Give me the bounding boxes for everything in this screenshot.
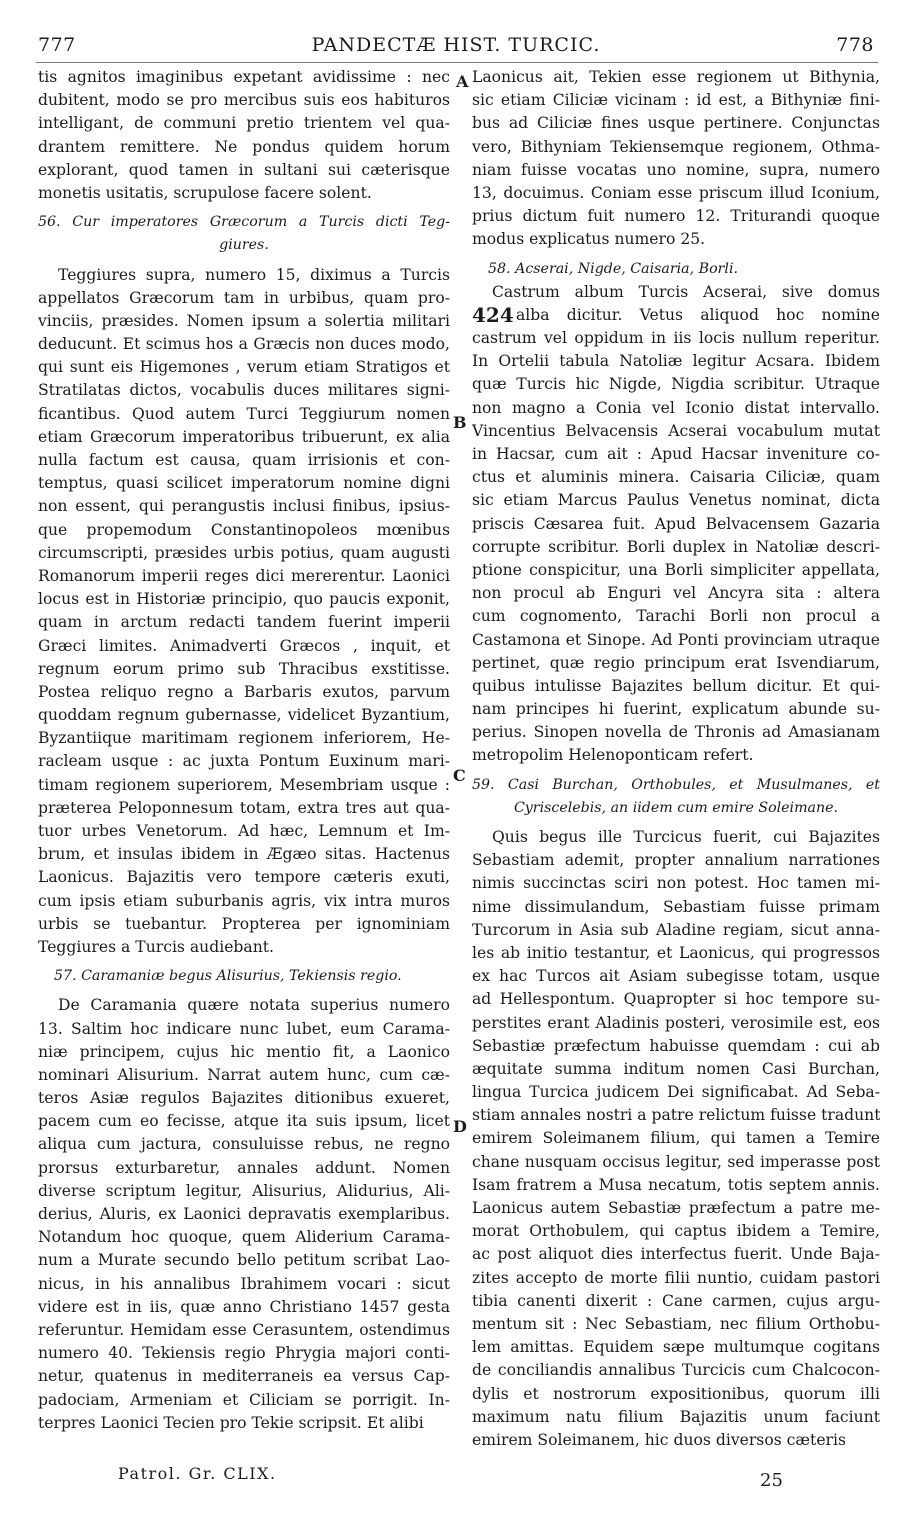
section-56-line: circumscripti, præsides urbis potius, quam augusti — [38, 543, 450, 562]
left-block-intro — [38, 66, 450, 205]
section-56-line: quam in arctum redacti tandem fuerint imperii — [38, 613, 450, 632]
margin-marker-d: D — [453, 1117, 467, 1136]
section-57-line: pacem cum eo fecisse, atque ita suis ipsum, licet — [38, 1112, 450, 1131]
section-58-line: quibus intulisse Bajazites bellum dicitur. Et qui- — [472, 676, 880, 695]
section-59-line: les ab initio testantur, et Laonicus, qui progressos — [472, 943, 880, 962]
right-column — [472, 66, 880, 1452]
margin-marker-a: A — [456, 72, 469, 91]
left-intro-line: dubitent, modo se pro mercibus suis eos habituros — [38, 91, 450, 110]
section-58-line: Castrum album Turcis Acserai, sive domus — [492, 282, 880, 301]
section-59-line: maximum natu filium Bajazitis unum faciunt — [472, 1407, 880, 1426]
section-58-line: nam principes hi fuerint, explicatum abunde su- — [472, 700, 880, 719]
section-57-heading — [38, 965, 450, 988]
section-56-heading — [38, 211, 450, 257]
section-59-line: chane nusquam occisus legitur, sed imperasse post — [472, 1152, 880, 1171]
section-56-line: appellatos Græcorum tam in urbibus, quam pro- — [38, 288, 450, 307]
section-57-line: teros Asiæ regulos Bajazites ditionibus exueret, — [38, 1089, 450, 1108]
section-56-line: cum ipsis etiam suburbanis agris, vix intra muros — [38, 891, 450, 910]
section-57-line: De Caramania quære notata superius numero — [58, 996, 450, 1015]
section-56-line: vinciis, præsides. Nomen ipsum a solertia militari — [38, 311, 450, 330]
section-57-line: nominari Alisurium. Narrat autem hunc, cum cæ- — [38, 1065, 450, 1084]
section-59-line: zites accepto de morte filii nuntio, cuidam pastori — [472, 1268, 880, 1287]
section-58-line: sic etiam Marcus Paulus Venetus nominat, dicta — [472, 491, 880, 510]
section-59-line: Laonicus autem Sebastiæ præfectum a patre me- — [472, 1199, 880, 1217]
footer-signature: 25 — [760, 1470, 783, 1491]
section-59-line: tibia canenti dixerit : Cane carmen, cujus argu- — [472, 1291, 880, 1310]
section-57-line: 13. Saltim hoc indicare nunc lubet, eum Carama- — [38, 1019, 450, 1038]
section-56-line: Stratilatas dictos, vocabulis duces militares signi- — [38, 381, 450, 400]
section-58-line: alba dicitur. Vetus aliquod hoc nomine 424 — [472, 303, 880, 327]
section-57-line: videre est in iis, quæ anno Christiano 1457 gesta — [38, 1297, 450, 1316]
right-intro-line: vero, Bithyniam Tekiensemque regionem, Othma- — [472, 137, 880, 156]
section-57-line: diverse scriptum legitur, Alisurius, Alidurius, Ali- — [38, 1181, 450, 1200]
section-57-line: Notandum hoc quoque, quem Aliderium Carama- — [38, 1228, 450, 1247]
section-57-line: numero 40. Tekiensis regio Phrygia majori conti- — [38, 1344, 450, 1363]
header-rule — [36, 62, 878, 63]
section-56-line: ficantibus. Quod autem Turci Teggiurum nomen — [38, 404, 450, 423]
section-59-line: nimis succinctas sciri non potest. Hoc tamen mi- — [472, 874, 880, 893]
section-58-line: in Hacsar, cum ait : Apud Hacsar inveniture co- — [472, 445, 880, 463]
left-intro-line: explorant, quod tamen in sultani sui cæterisque — [38, 160, 450, 179]
section-58-line: non procul ab Enguri vel Ancyra sita : altera — [472, 584, 880, 603]
section-59-line: emirem Soleimanem, hic duos diversos cæteris — [472, 1430, 846, 1449]
section-59-line: Sebastiæ præfectum habuisse quemdam : cui ab — [472, 1036, 880, 1055]
section-56-line: que propemodum Constantinopoleos mœnibus — [38, 520, 450, 539]
section-59-line: ad Hellespontum. Quapropter si hoc tempore su- — [472, 990, 880, 1009]
left-column — [38, 66, 450, 1435]
section-59-line: Isam fratrem a Musa necatum, totis septem annis. — [472, 1175, 880, 1194]
left-intro-line: monetis usitatis, scrupulose facere solent. — [38, 183, 372, 202]
section-56-line: Laonicus. Bajazitis vero tempore cæteris exuti, — [38, 868, 450, 887]
section-59-line: emirem Soleimanem filium, qui tamen a Temire — [472, 1129, 880, 1148]
right-intro-line: prius dictum fuit numero 12. Triturandi quoque — [472, 207, 880, 226]
right-intro-line: bus ad Ciliciæ fines usque pertinere. Conjunctas — [472, 114, 880, 133]
section-59-text — [472, 826, 880, 1452]
heading-56-line: giures. — [219, 237, 269, 254]
section-56-line: timam regionem superiorem, Mesembriam usque : — [38, 775, 450, 794]
section-58-line: Vincentius Belvacensis Acserai vocabulum mutat — [472, 421, 880, 440]
section-59-line: Sebastiam ademit, propter annalium narrationes — [472, 851, 880, 870]
section-58-line: ctus et aluminis minera. Caisaria Ciliciæ, quam — [472, 468, 880, 487]
page-number-left: 777 — [38, 34, 76, 56]
section-56-line: regnum eorum primo sub Thracibus exstitisse. — [38, 659, 450, 678]
section-59-line: stiam annales nostri a patre relictum fuisse tradunt — [472, 1106, 880, 1125]
section-56-line: etiam Græcorum imperatoribus tribuerunt, ex alia — [38, 427, 450, 446]
section-57-line: derius, Aluris, ex Laonici depravatis exemplaribus. — [38, 1205, 450, 1223]
section-58-line: cum cognomento, Tarachi Borli non procul a — [472, 607, 880, 626]
section-56-line: Teggiures supra, numero 15, diximus a Turcis — [58, 265, 450, 284]
section-56-line: Byzantiique maritimam regionem inferiorem, He- — [38, 729, 450, 748]
section-58-line: metropolim Helenoponticam refert. — [472, 746, 754, 765]
section-56-line: racleam usque : ac juxta Pontum Euxinum mari- — [38, 752, 450, 771]
section-56-line: quoddam regnum gubernasse, videlicet Byzantium, — [38, 706, 450, 725]
right-intro-line: Laonicus ait, Tekien esse regionem ut Bithynia, — [472, 68, 880, 86]
section-59-heading — [472, 774, 880, 820]
section-58-line: castrum vel oppidum in iis locis nullum reperitur. — [472, 329, 880, 348]
section-56-line: Postea reliquo regno a Barbaris exutos, parvum — [38, 682, 450, 701]
section-56-line: deducunt. Et scimus hos a Græcis non duces modo, — [38, 335, 450, 354]
heading-56-line: 56. Cur imperatores Græcorum a Turcis dicti Teg- — [38, 214, 450, 231]
section-58-line: perius. Sinopen novella de Thronis ad Amasianam — [472, 723, 880, 742]
section-57-line: num a Murate secundo bello petitum scribat Lao- — [38, 1251, 450, 1270]
section-58-line: ptione conspicitur, una Borli simpliciter appellata, — [472, 560, 880, 579]
section-59-line: Turcorum in Asia sub Aladine regiam, sicut anna- — [472, 920, 880, 939]
section-56-line: tuor urbes Venetorum. Ad hæc, Lemnum et Im- — [38, 822, 450, 840]
section-56-line: non essent, qui perangustis inclusi finibus, ipsius- — [38, 497, 450, 516]
running-title: PANDECTÆ HIST. TURCIC. — [311, 34, 601, 56]
section-59-line: lem amittas. Equidem sæpe multumque cogitans — [472, 1338, 880, 1357]
right-intro-line: modus explicatus numero 25. — [472, 230, 706, 249]
right-block-intro — [472, 66, 880, 252]
left-intro-line: intelligant, de communi pretio trientem vel qua- — [38, 114, 450, 133]
section-59-line: ex hac Turcos ait Asiam subegisse totam, usque — [472, 967, 880, 986]
right-intro-line: niam fuisse vocatas uno nomine, supra, numero — [472, 160, 880, 179]
section-56-line: temptus, quasi scilicet imperatorum nomine digni — [38, 474, 450, 493]
section-56-line: locus est in Historiæ principio, quo paucis exponit, — [38, 590, 450, 609]
section-56-line: brum, et insulas ibidem in Ægæo sitas. Hactenus — [38, 845, 450, 864]
section-57-line: terpres Laonici Tecien pro Tekie scripsit. Et alibi — [38, 1413, 424, 1432]
heading-59-line: Cyriscelebis, an iidem cum emire Soleimane. — [513, 799, 839, 816]
right-intro-line: sic etiam Ciliciæ vicinam : id est, a Bithyniæ fini- — [472, 91, 880, 110]
section-56-line: qui sunt eis Higemones , verum etiam Stratigos et — [38, 358, 450, 377]
section-56-line: Teggiures a Turcis audiebant. — [38, 937, 274, 956]
section-56-line: nulla factum est causa, quam irrisionis et con- — [38, 451, 450, 469]
section-57-line: referuntur. Hemidam esse Cerasuntem, ostendimus — [38, 1320, 450, 1339]
section-57-line: prorsus exturbaretur, annales addunt. Nomen — [38, 1158, 450, 1177]
section-58-line: In Ortelii tabula Natoliæ legitur Acsara. Ibidem — [472, 352, 880, 371]
section-56-text — [38, 264, 450, 960]
left-intro-line: tis agnitos imaginibus expetant avidissime : nec — [38, 68, 450, 86]
section-57-line: niæ principem, cujus hic mentio fit, a Laonico — [38, 1042, 450, 1061]
section-57-line: padociam, Armeniam et Ciliciam se porrigit. In- — [38, 1390, 450, 1409]
column-number: 424 — [472, 303, 514, 327]
section-58-text — [472, 281, 880, 768]
footer-series: Patrol. Gr. CLIX. — [118, 1464, 277, 1483]
section-56-line: Græci limites. Animadverti Græcos , inquit, et — [38, 636, 450, 655]
heading-58-line: 58. Acserai, Nigde, Caisaria, Borli. — [488, 260, 738, 277]
section-56-line: præterea Peloponnesum totam, extra tres aut qua- — [38, 798, 450, 817]
heading-57-line: 57. Caramaniæ begus Alisurius, Tekiensis regio. — [54, 968, 402, 985]
section-59-line: de conciliandis annalibus Turcicis cum Chalcocon- — [472, 1361, 880, 1380]
section-59-line: dylis et nostrorum expositionibus, quorum illi — [472, 1384, 880, 1403]
section-59-line: mentum sit : Nec Sebastiam, nec filium Orthobu- — [472, 1314, 880, 1333]
left-intro-line: drantem remittere. Ne pondus quidem horum — [38, 137, 450, 156]
section-58-line: pertinet, quæ regio principum erat Isvendiarum, — [472, 653, 880, 672]
right-intro-line: 13, docuimus. Coniam esse priscum illud Iconium, — [472, 183, 880, 202]
section-59-line: ac post aliquot dies interfectus fuerit. Unde Baja- — [472, 1245, 880, 1264]
section-59-line: perstites erant Aladinis posteri, verosimile est, eos — [472, 1013, 880, 1032]
section-58-line: priscis Cæsarea fuit. Apud Belvacensem Gazaria — [472, 514, 880, 533]
section-57-line: nicus, in his annalibus Ibrahimem vocari : sicut — [38, 1274, 450, 1293]
heading-59-line: 59. Casi Burchan, Orthobules, et Musulmanes, et — [472, 776, 880, 793]
section-58-line: Castamona et Sinope. Ad Ponti provinciam utraque — [472, 630, 880, 649]
section-59-line: nime dissimulandum, Sebastiam fuisse primam — [472, 897, 880, 916]
section-56-line: Romanorum imperii reges dici mererentur. Laonici — [38, 566, 450, 585]
section-57-line: netur, quatenus in mediterraneis ea versus Cap- — [38, 1367, 450, 1386]
section-58-heading — [472, 258, 880, 281]
section-56-line: urbis se tuebantur. Propterea per ignominiam — [38, 914, 450, 933]
section-57-text — [38, 994, 450, 1435]
margin-marker-b: B — [453, 413, 467, 432]
section-59-line: lingua Turcica judicem Dei significabat. Ad Seba- — [472, 1083, 880, 1102]
section-59-line: Quis begus ille Turcicus fuerit, cui Bajazites — [492, 828, 880, 846]
running-header — [38, 34, 874, 60]
section-59-line: æquitate summa inditum nomen Casi Burchan, — [472, 1059, 880, 1078]
section-58-line: quæ Turcis hic Nigde, Nigdia scribitur. Utraque — [472, 375, 880, 394]
page-number-right: 778 — [836, 34, 874, 56]
section-59-line: morat Orthobulem, qui captus ibidem a Temire, — [472, 1222, 880, 1241]
margin-marker-c: C — [453, 766, 466, 785]
section-58-line: non magno a Conia vel Iconio distat intervallo. — [472, 398, 880, 417]
section-57-line: aliqua cum jactura, consuluisse rebus, ne regno — [38, 1135, 450, 1154]
section-58-line: corrupte scribitur. Borli duplex in Natoliæ descri- — [472, 537, 880, 556]
